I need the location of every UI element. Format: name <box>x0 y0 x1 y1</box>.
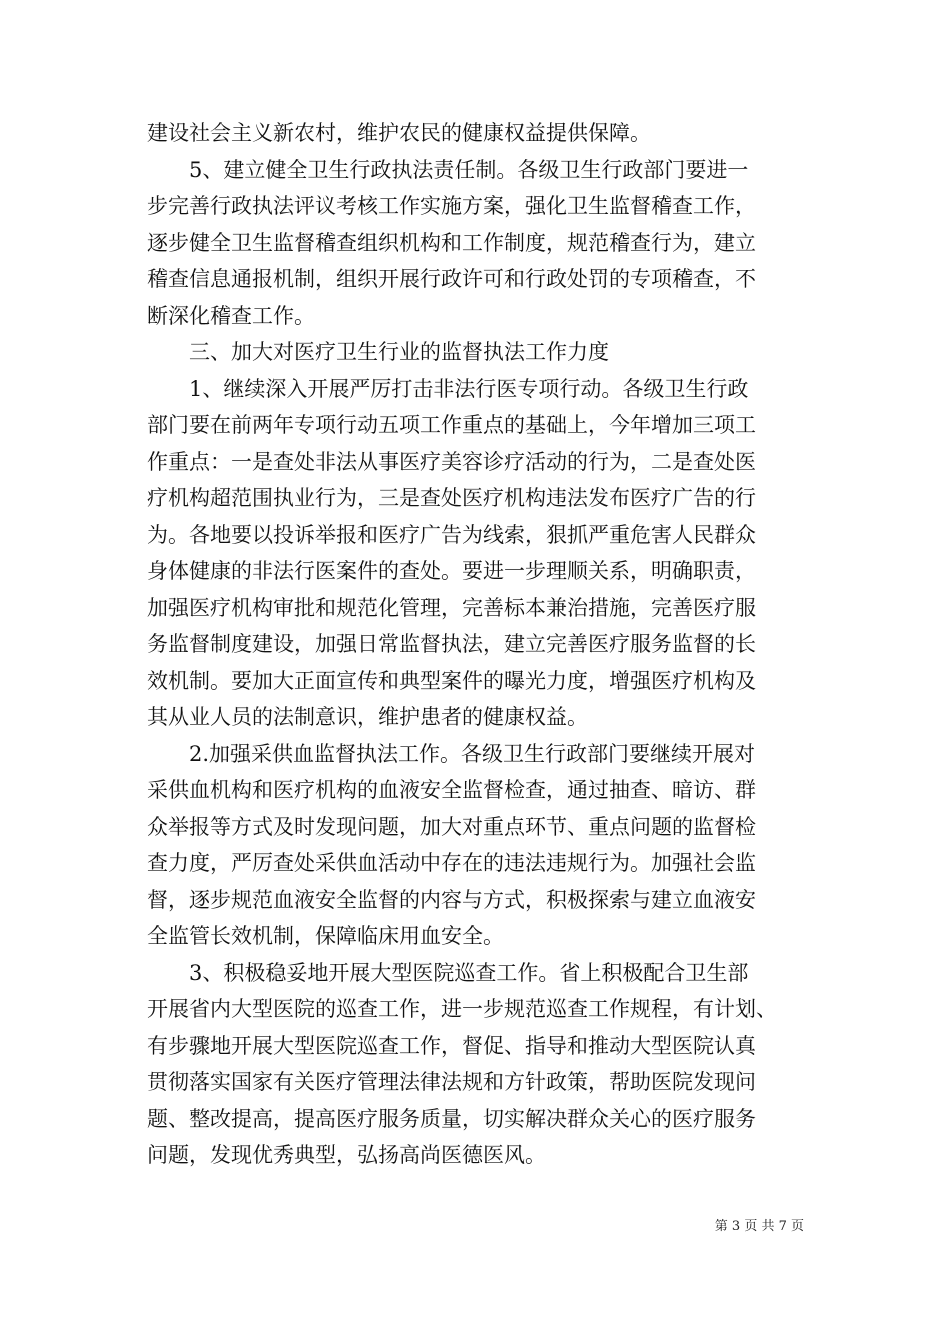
text-line: 问题，发现优秀典型，弘扬高尚医德医风。 <box>147 1143 546 1167</box>
text-line: 部门要在前两年专项行动五项工作重点的基础上，今年增加三项工 <box>147 413 756 437</box>
text-line: 为。各地要以投诉举报和医疗广告为线索，狠抓严重危害人民群众 <box>147 522 756 547</box>
text-line: 效机制。要加大正面宣传和典型案件的曝光力度，增强医疗机构及 <box>147 668 756 693</box>
text-line: 断深化稽查工作。 <box>147 303 315 328</box>
text-line: 身体健康的非法行医案件的查处。要进一步理顺关系，明确职责， <box>147 559 756 583</box>
text-line: 2.加强采供血监督执法工作。各级卫生行政部门要继续开展对 <box>147 741 756 766</box>
document-body <box>147 115 812 1174</box>
text-line: 1、继续深入开展严厉打击非法行医专项行动。各级卫生行政 <box>147 376 749 401</box>
text-line: 作重点：一是查处非法从事医疗美容诊疗活动的行为，二是查处医 <box>147 449 756 474</box>
text-line: 加强医疗机构审批和规范化管理，完善标本兼治措施，完善医疗服 <box>147 595 756 620</box>
text-line: 查力度，严厉查处采供血活动中存在的违法违规行为。加强社会监 <box>147 851 756 875</box>
text-line: 建设社会主义新农村，维护农民的健康权益提供保障。 <box>147 121 651 145</box>
text-line: 督，逐步规范血液安全监督的内容与方式，积极探索与建立血液安 <box>147 887 756 912</box>
text-line: 贯彻落实国家有关医疗管理法律法规和方针政策，帮助医院发现问 <box>147 1070 756 1094</box>
text-line: 开展省内大型医院的巡查工作，进一步规范巡查工作规程，有计划、 <box>147 997 777 1021</box>
text-line: 采供血机构和医疗机构的血液安全监督检查，通过抽查、暗访、群 <box>147 778 756 802</box>
text-line: 务监督制度建设，加强日常监督执法，建立完善医疗服务监督的长 <box>147 632 756 656</box>
text-line: 众举报等方式及时发现问题，加大对重点环节、重点问题的监督检 <box>147 814 756 839</box>
text-line: 逐步健全卫生监督稽查组织机构和工作制度，规范稽查行为，建立 <box>147 230 756 255</box>
text-line: 疗机构超范围执业行为，三是查处医疗机构违法发布医疗广告的行 <box>147 486 756 510</box>
text-line: 题、整改提高，提高医疗服务质量，切实解决群众关心的医疗服务 <box>147 1106 756 1131</box>
text-line: 其从业人员的法制意识，维护患者的健康权益。 <box>147 705 588 729</box>
text-line: 3、积极稳妥地开展大型医院巡查工作。省上积极配合卫生部 <box>147 960 749 985</box>
text-line: 稽查信息通报机制，组织开展行政许可和行政处罚的专项稽查，不 <box>147 267 756 291</box>
text-line: 有步骤地开展大型医院巡查工作，督促、指导和推动大型医院认真 <box>147 1033 756 1058</box>
text-line: 步完善行政执法评议考核工作实施方案，强化卫生监督稽查工作， <box>147 194 756 218</box>
text-line: 5、建立健全卫生行政执法责任制。各级卫生行政部门要进一 <box>147 157 749 182</box>
section-heading: 三、加大对医疗卫生行业的监督执法工作力度 <box>147 340 609 364</box>
text-line: 全监管长效机制，保障临床用血安全。 <box>147 924 504 948</box>
page-number-footer: 第 3 页 共 7 页 <box>714 1219 804 1234</box>
